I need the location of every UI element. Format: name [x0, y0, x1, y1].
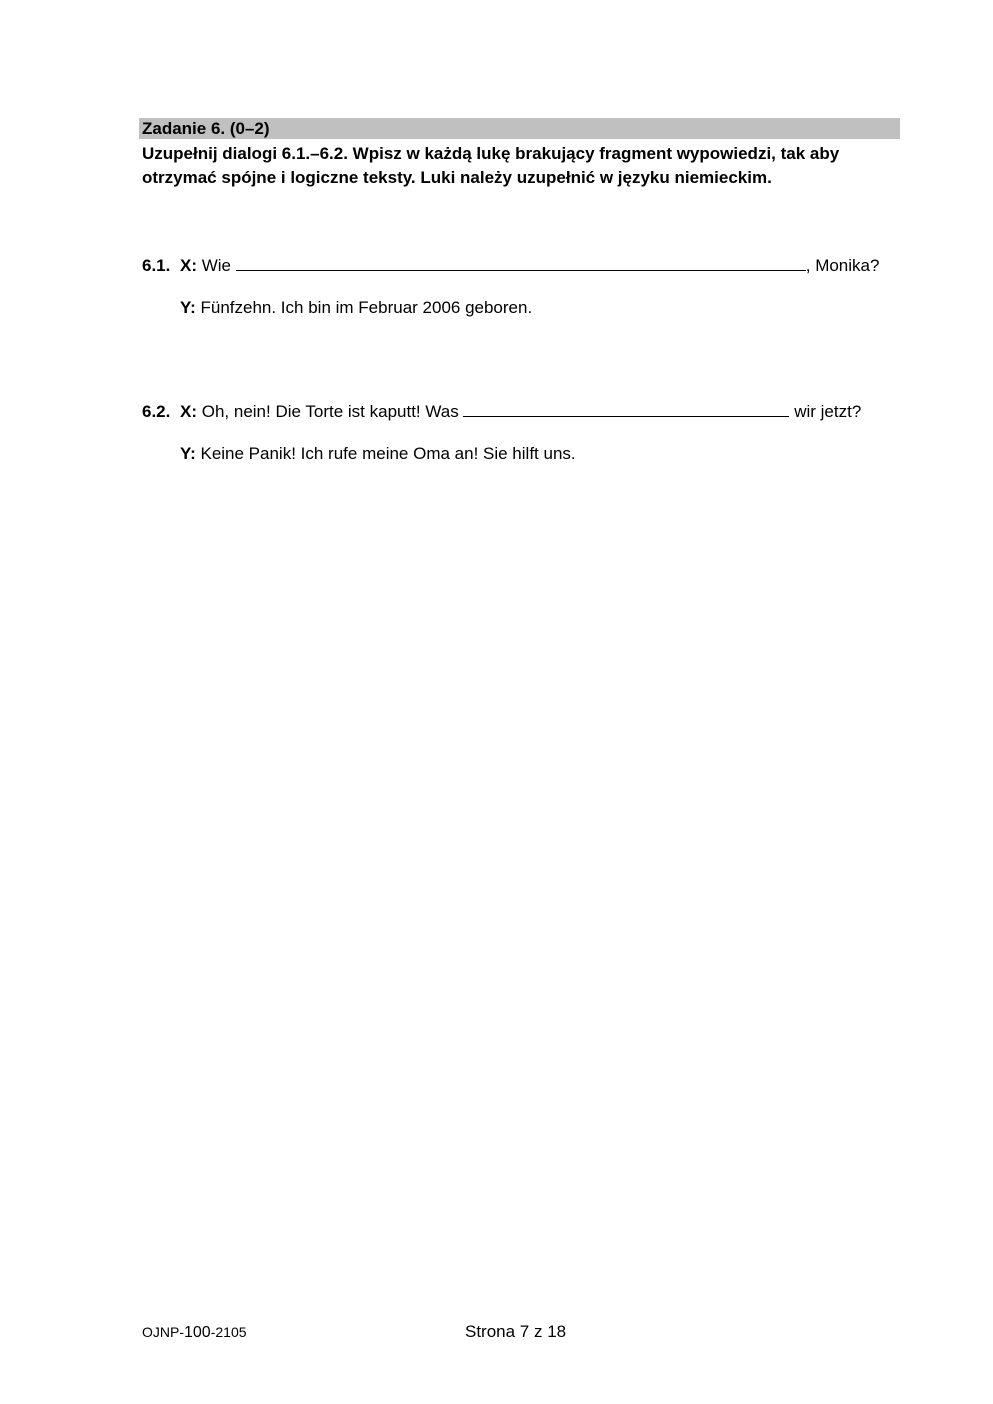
exam-code	[142, 1323, 247, 1342]
dialog-text: , Monika?	[805, 256, 880, 275]
item-number: 6.1.	[142, 256, 171, 275]
exam-code-number: 100	[184, 1324, 211, 1341]
task-instruction	[142, 142, 902, 190]
speaker-label: X:	[180, 256, 197, 275]
task-header	[139, 118, 900, 139]
dialog-6-1-y-line	[180, 298, 532, 318]
dialog-text: Fünfzehn. Ich bin im Februar 2006 geboren.	[200, 298, 533, 317]
task-title: Zadanie 6. (0–2)	[142, 119, 270, 138]
dialog-text: wir jetzt?	[794, 402, 862, 421]
dialog-text: Wie	[201, 256, 232, 275]
exam-code-suffix: -2105	[210, 1324, 247, 1340]
speaker-label: Y:	[180, 298, 196, 317]
dialog-text: Keine Panik! Ich rufe meine Oma an! Sie hilft uns.	[200, 444, 576, 463]
page-number: Strona 7 z 18	[465, 1322, 567, 1341]
instruction-line: Uzupełnij dialogi 6.1.–6.2. Wpisz w każdą lukę brakujący fragment wypowiedzi, tak aby	[142, 144, 840, 163]
dialog-text: Oh, nein! Die Torte ist kaputt! Was	[201, 402, 459, 421]
speaker-label: Y:	[180, 444, 196, 463]
dialog-6-1-x-line	[142, 256, 879, 276]
dialog-6-2-y-line	[180, 444, 576, 464]
answer-gap[interactable]	[236, 256, 806, 271]
dialog-6-2-x-line	[142, 402, 861, 422]
item-number: 6.2.	[142, 402, 171, 421]
answer-gap[interactable]	[463, 402, 789, 417]
exam-code-prefix: OJNP-	[142, 1324, 184, 1340]
speaker-label: X:	[180, 402, 197, 421]
instruction-line: otrzymać spójne i logiczne teksty. Luki należy uzupełnić w języku niemieckim.	[142, 168, 772, 187]
